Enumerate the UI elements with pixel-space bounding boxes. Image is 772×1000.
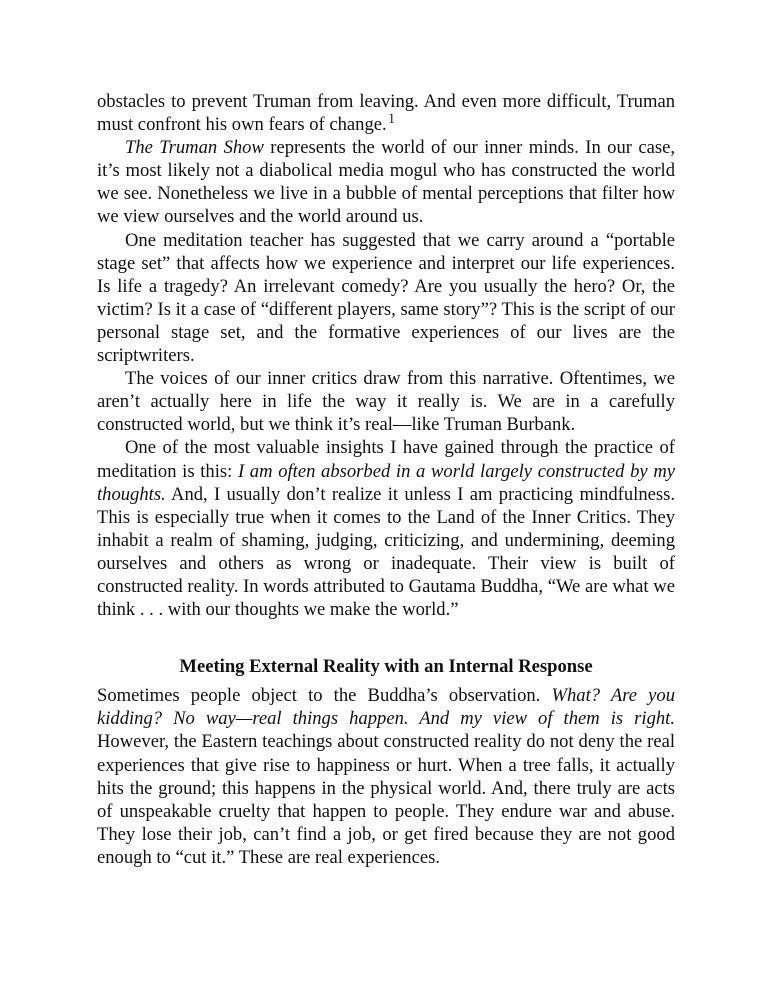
paragraph-text: And, I usually don’t realize it unless I am practicing mindfulness. This is especially true when it comes to the Land of the Inner Critics. They inhabit a realm of shaming, judging, criticizing, and undermining, deeming ourselves and others as wrong or inadequate. Their view is built of constructed reality. In words attributed to Gautama Buddha, “We are what we think . . . with our thoughts we make the world.” (97, 483, 675, 621)
paragraph-text: One of the most valuable insights I have gained through the practice of meditation is this: (97, 437, 675, 482)
paragraph-text: Sometimes people object to the Buddha’s observation. (97, 685, 552, 707)
paragraph-text: However, the Eastern teachings about constructed reality do not deny the real experiences that give rise to happiness or hurt. When a tree falls, it actually hits the ground; this happens in the physical world. And, there truly are acts of unspeakable cruelty that happen to people. They endure war and abuse. They lose their job, can’t find a job, or get fired because they are not good enough to “cut it.” These are real experiences. (97, 731, 675, 868)
paragraph-stage-set (97, 229, 675, 368)
book-page (97, 90, 675, 869)
paragraph-truman-show (97, 136, 675, 228)
paragraph-inner-critics (97, 367, 675, 436)
italic-emphasis: I am often absorbed in a world largely constructed by my thoughts. (97, 460, 675, 505)
italic-title: The Truman Show (125, 137, 264, 159)
paragraph-meditation-insight (97, 436, 675, 621)
footnote-reference-link[interactable]: 1 (387, 111, 396, 128)
paragraph-continuation (97, 90, 675, 136)
paragraph-text: One meditation teacher has suggested that we carry around a “portable stage set” that affects how we experience and interpret our life experiences. Is life a tragedy? An irrelevant comedy? Are you usually the hero? Or, the victim? Is it a case of “different players, same story”? This is the script of our personal stage set, and the formative experiences of our lives are the scriptwriters. (97, 229, 675, 367)
italic-emphasis: What? Are you kidding? No way—real things happen. And my view of them is right. (97, 685, 675, 730)
paragraph-external-reality (97, 684, 675, 869)
paragraph-text: The voices of our inner critics draw from this narrative. Oftentimes, we aren’t actually here in life the way it really is. We are in a carefully constructed world, but we think it’s real—like Truman Burbank. (97, 368, 675, 436)
section-heading: Meeting External Reality with an Internal Response (179, 656, 593, 678)
paragraph-text: obstacles to prevent Truman from leaving. And even more difficult, Truman must confront his own fears of change. (97, 91, 675, 136)
paragraph-text: represents the world of our inner minds. In our case, it’s most likely not a diabolical media mogul who has constructed the world we see. Nonetheless we live in a bubble of mental perceptions that filter how we view ourselves and the world around us. (97, 137, 675, 228)
